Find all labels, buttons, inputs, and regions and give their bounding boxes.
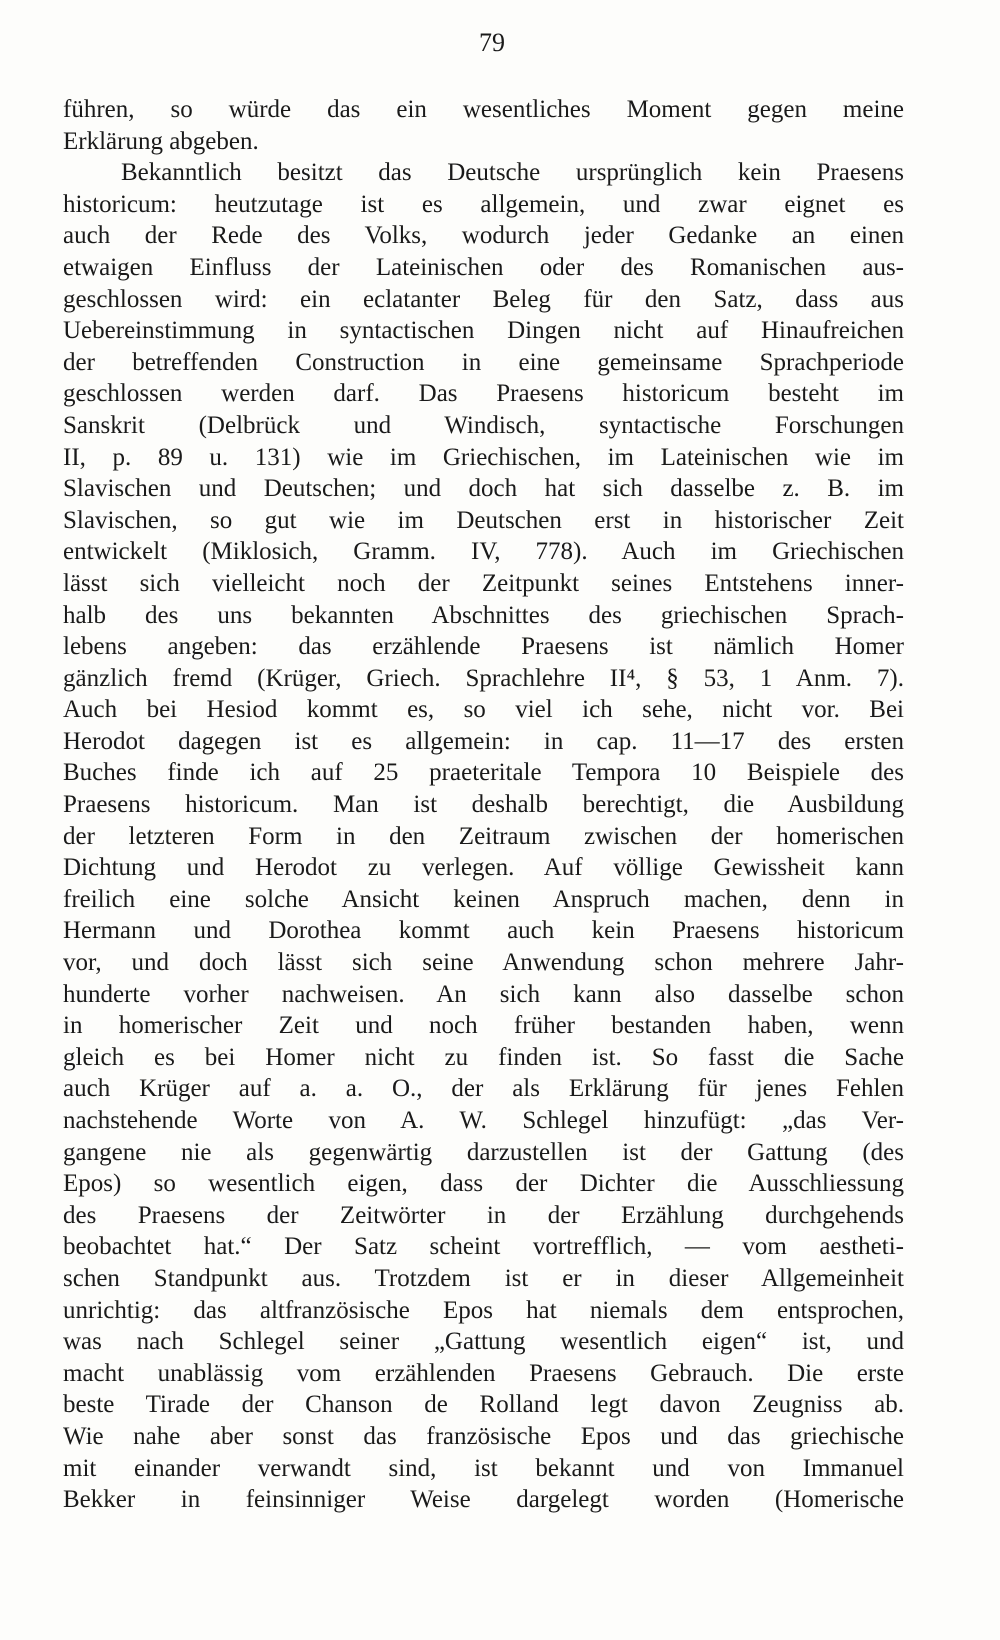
text-line: gänzlich fremd (Krüger, Griech. Sprachlehre II⁴, § 53, 1 Anm. 7).	[63, 664, 904, 692]
text-line: vor, und doch lässt sich seine Anwendung schon mehrere Jahr-	[63, 949, 904, 977]
text-line: gangene nie als gegenwärtig darzustellen ist der Gattung (des	[63, 1138, 904, 1166]
text-line: halb des uns bekannten Abschnittes des griechischen Sprach-	[63, 601, 904, 629]
text-line: nachstehende Worte von A. W. Schlegel hinzufügt: „das Ver-	[63, 1107, 904, 1134]
text-line: macht unablässig vom erzählenden Praesens Gebrauch. Die erste	[63, 1359, 904, 1387]
text-line: in homerischer Zeit und noch früher bestanden haben, wenn	[63, 1012, 904, 1040]
text-line: freilich eine solche Ansicht keinen Anspruch machen, denn in	[63, 885, 904, 913]
text-line: Epos) so wesentlich eigen, dass der Dichter die Ausschliessung	[63, 1170, 904, 1198]
text-line: führen, so würde das ein wesentliches Moment gegen meine	[63, 96, 904, 123]
text-line: schen Standpunkt aus. Trotzdem ist er in dieser Allgemeinheit	[63, 1264, 904, 1292]
text-line: mit einander verwandt sind, ist bekannt und von Immanuel	[63, 1454, 904, 1482]
text-line: gleich es bei Homer nicht zu finden ist. So fasst die Sache	[63, 1043, 904, 1071]
text-line: des Praesens der Zeitwörter in der Erzählung durchgehends	[63, 1201, 904, 1229]
text-line: Auch bei Hesiod kommt es, so viel ich sehe, nicht vor. Bei	[63, 696, 904, 724]
text-line: historicum: heutzutage ist es allgemein, und zwar eignet es	[63, 190, 904, 218]
text-line: Hermann und Dorothea kommt auch kein Praesens historicum	[63, 917, 904, 945]
text-line: Slavischen, so gut wie im Deutschen erst in historischer Zeit	[63, 506, 904, 534]
text-line: geschlossen wird: ein eclatanter Beleg für den Satz, dass aus	[63, 285, 904, 313]
text-line: auch Krüger auf a. a. O., der als Erklärung für jenes Fehlen	[63, 1075, 904, 1103]
text-line: Praesens historicum. Man ist deshalb berechtigt, die Ausbildung	[63, 791, 904, 819]
text-line: Slavischen und Deutschen; und doch hat sich dasselbe z. B. im	[63, 475, 904, 503]
text-line: etwaigen Einfluss der Lateinischen oder des Romanischen aus-	[63, 253, 904, 281]
text-line: der letzteren Form in den Zeitraum zwischen der homerischen	[63, 822, 904, 850]
text-line: Dichtung und Herodot zu verlegen. Auf völlige Gewissheit kann	[63, 854, 904, 882]
text-line: Bekanntlich besitzt das Deutsche ursprünglich kein Praesens	[121, 159, 904, 187]
text-line: unrichtig: das altfranzösische Epos hat niemals dem entsprochen,	[63, 1296, 904, 1324]
text-line: Wie nahe aber sonst das französische Epos und das griechische	[63, 1422, 904, 1450]
text-line: beste Tirade der Chanson de Rolland legt davon Zeugniss ab.	[63, 1391, 904, 1419]
text-line: beobachtet hat.“ Der Satz scheint vortrefflich, — vom aestheti-	[63, 1233, 904, 1261]
page-number: 79	[479, 28, 505, 57]
body-text	[63, 94, 904, 1516]
text-line: Buches finde ich auf 25 praeteritale Tempora 10 Beispiele des	[63, 759, 904, 787]
text-line: Erklärung abgeben.	[63, 127, 259, 155]
text-line: Herodot dagegen ist es allgemein: in cap. 11—17 des ersten	[63, 727, 904, 755]
text-line: geschlossen werden darf. Das Praesens historicum besteht im	[63, 380, 904, 408]
text-line: was nach Schlegel seiner „Gattung wesentlich eigen“ ist, und	[63, 1328, 904, 1356]
text-line: Sanskrit (Delbrück und Windisch, syntactische Forschungen	[63, 411, 904, 439]
text-line: lässt sich vielleicht noch der Zeitpunkt seines Entstehens inner-	[63, 569, 904, 597]
text-line: Uebereinstimmung in syntactischen Dingen nicht auf Hinaufreichen	[63, 317, 904, 345]
text-line: Bekker in feinsinniger Weise dargelegt worden (Homerische	[63, 1486, 904, 1514]
text-line: entwickelt (Miklosich, Gramm. IV, 778). Auch im Griechischen	[63, 538, 904, 566]
text-line: II, p. 89 u. 131) wie im Griechischen, im Lateinischen wie im	[63, 443, 904, 471]
text-line: lebens angeben: das erzählende Praesens ist nämlich Homer	[63, 633, 904, 661]
text-line: auch der Rede des Volks, wodurch jeder Gedanke an einen	[63, 222, 904, 250]
text-line: hunderte vorher nachweisen. An sich kann also dasselbe schon	[63, 980, 904, 1008]
text-line: der betreffenden Construction in eine gemeinsame Sprachperiode	[63, 348, 904, 376]
